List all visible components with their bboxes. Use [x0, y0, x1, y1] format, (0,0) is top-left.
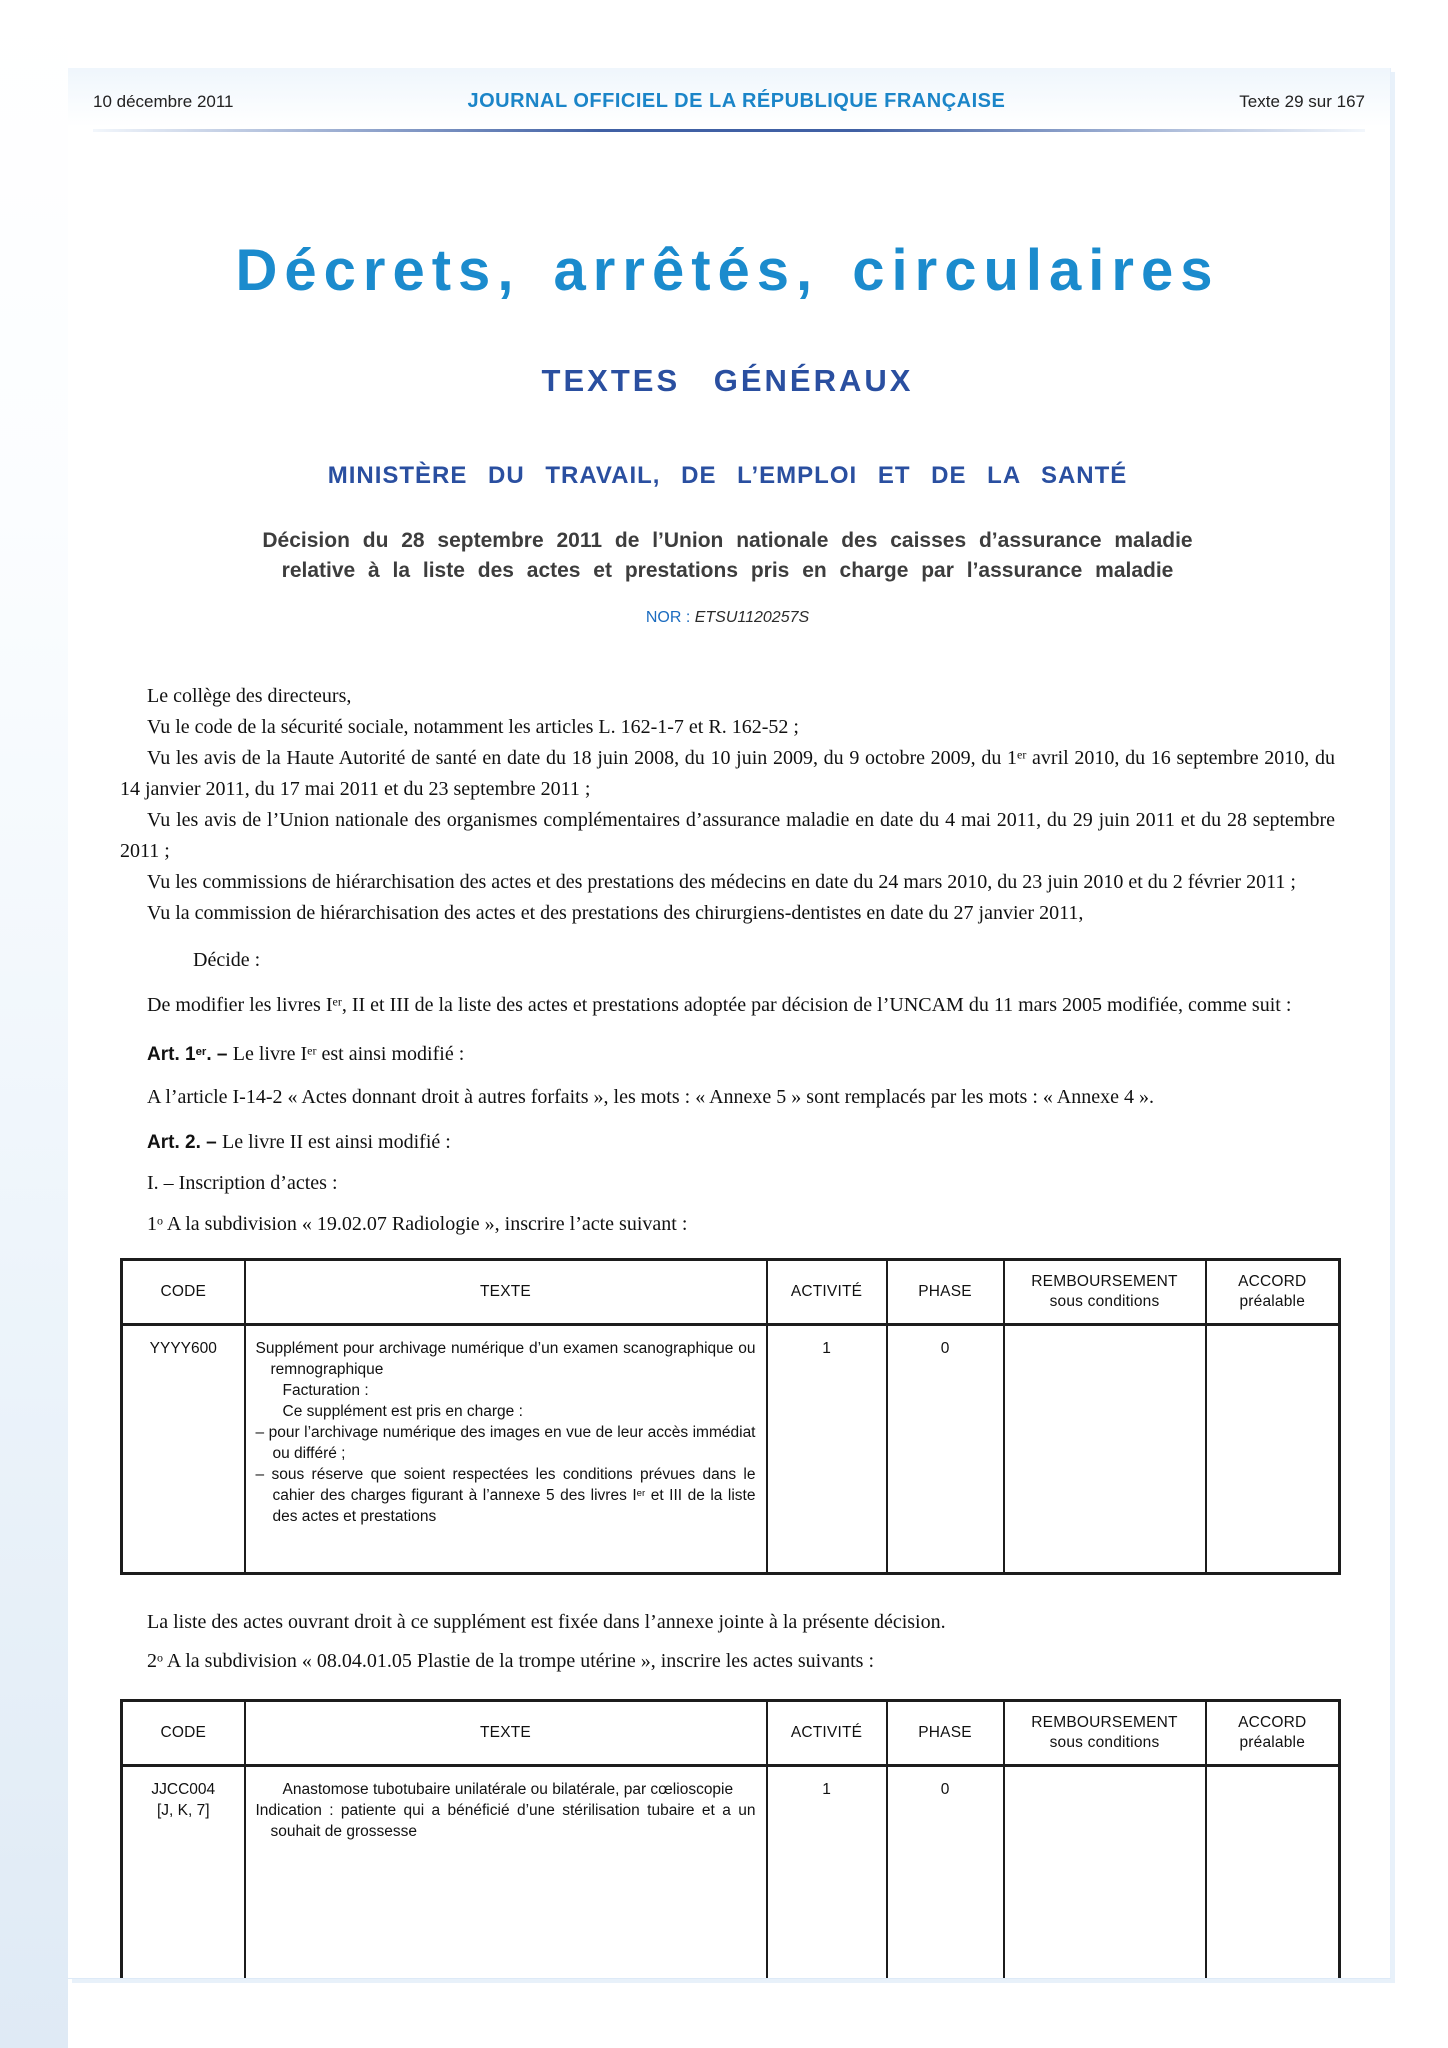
superscript-er: er [332, 994, 342, 1009]
cell-remboursement [1004, 1766, 1206, 1980]
superscript-er: er [195, 1045, 207, 1058]
column-header-accord: ACCORD préalable [1206, 1701, 1340, 1766]
paragraph-vu-unocam: Vu les avis de l’Union nationale des organismes complémentaires d’assurance maladie en date du 4 mai 2011, du 29 juin 2011 et du 28 septembre 2011 ; [120, 809, 1335, 862]
cell-remboursement [1004, 1325, 1206, 1574]
column-header-activite: ACTIVITÉ [767, 1260, 887, 1325]
paragraph-college: Le collège des directeurs, [147, 685, 352, 707]
table-row [122, 1325, 1340, 1574]
decision-title-line1: Décision du 28 septembre 2011 de l’Union nationale des caisses d’assurance maladie [262, 529, 1193, 552]
superscript-er: er [1017, 747, 1027, 762]
journal-title: JOURNAL OFFICIEL DE LA RÉPUBLIQUE FRANÇAISE [467, 90, 1006, 112]
paragraph-subdivision-1: 1$^o$ A la subdivision « 19.02.07 Radiologie », inscrire l’acte suivant : [147, 1213, 688, 1235]
column-header-phase: PHASE [887, 1260, 1004, 1325]
paragraph-article-i142: A l’article I-14-2 « Actes donnant droit à autres forfaits », les mots : « Annexe 5 » sont remplacés par les mots : « Annexe 4 ». [147, 1086, 1154, 1108]
article-2-label: Art. 2. – [147, 1132, 222, 1153]
paragraph-inscription: I. – Inscription d’actes : [147, 1172, 338, 1194]
table-row [122, 1766, 1340, 1980]
table-header-row [122, 1260, 1340, 1325]
paragraph-vu-has: Vu les avis de la Haute Autorité de santé en date du 18 juin 2008, du 10 juin 2009, du 9 octobre 2009, du 1er avril 2010, du 16 septembre 2010, du 14 janvier 2011, du 17 mai 2011 et du 23 septembre 2011 ; [120, 747, 1335, 800]
column-header-texte: TEXTE [245, 1260, 767, 1325]
acts-table-2 [120, 1699, 1341, 1979]
main-title: Décrets, arrêtés, circulaires [235, 238, 1220, 303]
superscript-er: er [307, 1043, 317, 1058]
cell-code: YYYY600 [122, 1325, 245, 1574]
column-header-phase: PHASE [887, 1701, 1004, 1766]
paragraph-vu-code: Vu le code de la sécurité sociale, notamment les articles L. 162-1-7 et R. 162-52 ; [147, 716, 799, 738]
document-page [68, 68, 1391, 1979]
column-header-code: CODE [122, 1260, 245, 1325]
decision-title [120, 526, 1335, 586]
table-header-row [122, 1701, 1340, 1766]
superscript-o: o [157, 1650, 163, 1665]
column-header-remboursement: REMBOURSEMENT sous conditions [1004, 1260, 1206, 1325]
header-date: 10 décembre 2011 [93, 92, 234, 111]
paragraph-decide: Décide : [193, 949, 261, 971]
journal-header-row [93, 90, 1365, 113]
article-1-label: Art. 1er. – [147, 1044, 233, 1065]
column-header-texte: TEXTE [245, 1701, 767, 1766]
section-title: TEXTES GÉNÉRAUX [541, 363, 914, 398]
column-header-code: CODE [122, 1701, 245, 1766]
cell-phase: 0 [887, 1325, 1004, 1574]
nor-label: NOR : [645, 609, 695, 626]
cell-accord [1206, 1766, 1340, 1980]
paragraph-subdivision-2: 2$^o$ A la subdivision « 08.04.01.05 Plastie de la trompe utérine », inscrire les actes suivants : [147, 1650, 874, 1672]
paragraph-modifier: De modifier les livres Ier, II et III de la liste des actes et prestations adoptée par décision de l’UNCAM du 11 mars 2005 modifiée, comme suit : [147, 994, 1292, 1016]
decision-body [120, 681, 1335, 1979]
cell-accord [1206, 1325, 1340, 1574]
paragraph-liste: La liste des actes ouvrant droit à ce supplément est fixée dans l’annexe jointe à la présente décision. [147, 1611, 946, 1633]
ministry-title: MINISTÈRE DU TRAVAIL, DE L’EMPLOI ET DE LA SANTÉ [327, 462, 1128, 489]
text-reference: Texte 29 sur 167 [1239, 92, 1365, 111]
article-1: Art. 1er. – Le livre Ier est ainsi modifié : [147, 1043, 465, 1065]
nor-value: ETSU1120257S [694, 609, 810, 626]
cell-phase: 0 [887, 1766, 1004, 1980]
cell-activite: 1 [767, 1325, 887, 1574]
acts-table-1 [120, 1258, 1341, 1575]
superscript-er: er [636, 1488, 646, 1500]
paragraph-vu-dentistes: Vu la commission de hiérarchisation des actes et des prestations des chirurgiens-dentistes en date du 27 janvier 2011, [147, 902, 1084, 924]
cell-activite: 1 [767, 1766, 887, 1980]
paragraph-vu-medecins: Vu les commissions de hiérarchisation des actes et des prestations des médecins en date du 24 mars 2010, du 23 juin 2010 et du 2 février 2011 ; [147, 871, 1296, 893]
superscript-o: o [157, 1213, 163, 1228]
column-header-accord: ACCORD préalable [1206, 1260, 1340, 1325]
journal-header [68, 68, 1390, 132]
decision-title-line2: relative à la liste des actes et prestations pris en charge par l’assurance maladie [281, 559, 1174, 582]
page-content [68, 238, 1390, 1979]
cell-texte: Anastomose tubotubaire unilatérale ou bilatérale, par cœlioscopie Indication : patiente qui a bénéficié d’une stérilisation tubaire et a un souhait de grossesse [245, 1766, 767, 1980]
header-rule [93, 129, 1365, 132]
cell-texte: Supplément pour archivage numérique d’un examen scanographique ou remnographique Facturation : Ce supplément est pris en charge : – pour l’archivage numérique des images en vue de leur accès immédiat ou différé ; – sous réserve que soient respectées les conditions prévues dans le cahier des charges figurant à l’annexe 5 des livres Ier et III de la liste des actes et prestations [245, 1325, 767, 1574]
column-header-remboursement: REMBOURSEMENT sous conditions [1004, 1701, 1206, 1766]
article-2: Art. 2. – Le livre II est ainsi modifié : [147, 1131, 451, 1153]
column-header-activite: ACTIVITÉ [767, 1701, 887, 1766]
background-gradient [0, 0, 68, 2048]
cell-code: JJCC004 [J, K, 7] [122, 1766, 245, 1980]
nor-line [120, 608, 1335, 628]
